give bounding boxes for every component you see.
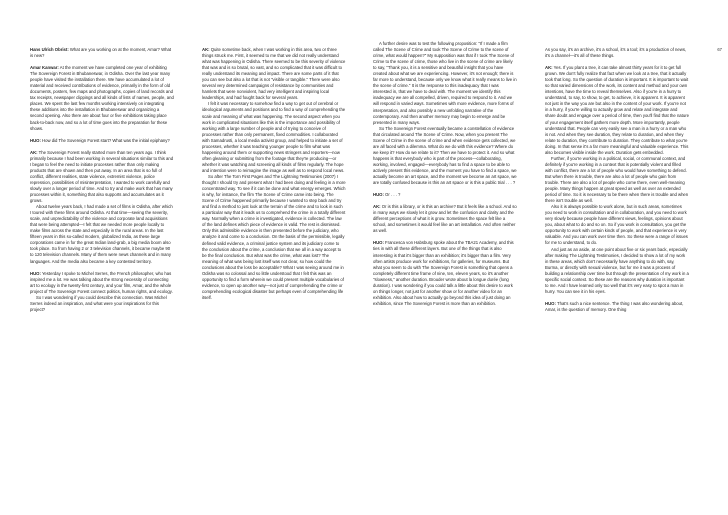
paragraph: [373, 204, 517, 234]
paragraph-text: How did The Sovereign Forest start? What was the initial epiphany?: [40, 137, 170, 143]
speaker-label: HUO:: [545, 300, 556, 306]
text-column-2: [202, 47, 346, 509]
speaker-label: HUO:: [373, 192, 384, 198]
paragraph: [30, 271, 174, 295]
paragraph-text: The Sovereign Forest really started more than ten years ago. I think primarily because I had been working in several situations similar to this and I began to feel the need to initiate processes rather than only making products that are shown and then put away. In an area that is so full of conflict, different realities, state violence, extremist violence, police repression, possibilities of misinterpretation, I wanted to work carefully and slowly over a longer period of time. And to try and make work that has many processes within it, something that also supports and accumulates as it grows.: [30, 149, 174, 204]
speaker-label: Hans Ulrich Obrist:: [30, 47, 69, 52]
paragraph-text: About twelve years back, I had made a set of films in Odisha, after which I toured with these films around Odisha. At that time—seeing the severity, scale, and unpredictability of the violence and corporate land acquisitions that were being attempted—I felt that we needed more people locally to make films across the state and especially in the rural areas. In the last fifteen years in this so-called modern, globalized India, as these large corporations came in for the great Indian land-grab, a big media boom also took place. So from having 2 or 3 television channels, it became maybe 90 to 120 television channels. Many of them were news channels and in many languages. And the media also became a key contested territory.: [30, 204, 173, 264]
paragraph-text: That's such a nice sentence. The thing I was also wondering about, Amar, is the question of memory. One thing: [545, 300, 684, 312]
speaker-label: AK:: [202, 47, 210, 52]
page-number: 67: [717, 47, 722, 52]
paragraph-text: Or . . . ?: [383, 192, 401, 198]
text-column-4: [545, 47, 689, 509]
paragraph-text: Yes. If you plant a tree, it can take almost thirty years for it to get full grown. We don't fully realize that fact when we look at a tree, that it actually took that long. So the question of duration is important. It is important to wait so that varied dimensions of the work, its content and method and your own intentions, have the time to reveal themselves. Also if you're in a hurry to understand, to say, to show, to get, to achieve, it is apparent. It is apparent not just in the way you are but also in the content of your work. If you're not in a hurry, if you're willing to actually grow and relate and integrate and share doubt and engage over a period of time, then you'll find that the nature of your engagement itself gathers more depth. More importantly, people understand that. People can very easily see a man in a hurry or a man who is not. And when they see duration, they relate to duration, and when they relate to duration, they contribute to duration. They contribute to what you're doing. In that sense it's a far more meaningful and valuable experience. This also becomes visible inside the work. Duration gets embedded.: [545, 65, 689, 155]
paragraph-text: So after The Torn First Pages and The Lightning Testimonies (2007) I thought I should try and present what I had been doing and feeling in a more concentrated way. To see if it can be done and what energy emerges. Which is why, for instance, the film The Scene of Crime came into being. The Scene of Crime happened primarily because I wanted to step back and try and find a method to just look at the terrain of the crime and to look in such a particular way that it leads us to comprehend the crime in a totally different way. Normally when a crime is investigated, evidence is collected. The law of the land defines which piece of evidence is valid. The rest is dismissed. Only this admissible evidence is then presented before the judiciary, who analyze it and come to a conclusion. On the basis of the permissible, legally defined valid evidence, a criminal justice system and its judiciary come to the conclusion about the crime, a conclusion that we all in a way accept to be the final conclusion. But what was the crime, what was lost? The meaning of what was being lost itself was not clear, so how could the conclusions about the loss be acceptable? What I was seeing around me in Odisha was so colossal and so little understood that I felt this was an opportunity to find a form wherein we could present multiple vocabularies of evidence, to open up another way—not just of comprehending the crime or comprehending ecological disaster but perhaps even of comprehending life itself.: [202, 173, 346, 300]
paragraph: [30, 47, 174, 59]
paragraph: [202, 174, 346, 301]
speaker-label: Amar Kanwar:: [30, 65, 59, 71]
text-column-3: [373, 41, 517, 509]
paragraph: [30, 295, 174, 313]
paragraph-text: And just as an aside, at one point about five or six years back, especially after making The Lightning Testimonies, I decided to show a lot of my work in these areas, which don't necessarily have anything to do with, say, Burma, or directly with sexual violence, but for me it was a process of building a relationship over time but through the presentation of my work in a specific social context. So these are the reasons why duration is important to me. And I have learned only too well that it's very easy to spot a man in hurry. You can see it in his eyes.: [545, 246, 689, 294]
paragraph-text: So I was wondering if you could describe this connection. Was Michel Serres indeed an inspiration, and what were your inspirations for this project?: [30, 294, 167, 312]
speaker-label: HUO:: [30, 137, 41, 143]
paragraph-text: Quite sometime back, when I was working in this area, two or three things struck me. First, it seemed to me that we did not really understand what was happening in Odisha. There seemed to be this severity of violence that was and is so brutal, so vast, and so complicated that it was difficult to really understand its meaning and impact. There are some parts of it that you can see but also a lot that is not "visible or tangible." There were also several very determined campaigns of resistance by communities and hamlets that were nonviolent, had very intelligent and inspiring local leaderships, and had fought back for several years.: [202, 47, 346, 101]
paragraph: [545, 247, 689, 295]
paragraph: [545, 47, 689, 59]
paragraph: [30, 204, 174, 264]
paragraph: [373, 126, 517, 186]
paragraph-text: Also it is always possible to work alone, but in such areas, sometimes you need to work in consultation and in collaboration, and you need to work very slowly because people have different views, feelings, opinions about you, about what to do and so on. So if you work in consultation, you get the opportunity to work with certain kinds of people, and that experience is very valuable. And you can work over time then. So these were a range of issues for me to understand, to do.: [545, 204, 688, 246]
paragraph: [30, 65, 174, 132]
paragraph-text: Further, if you're working in a political, social, or communal context, and definitely if you're working in a context that is potentially violent and filled with conflict, there are a lot of people who would have something to defend. But when there is trouble, there are also a lot of people who gain from trouble. There are also a lot of people who come there, even well-meaning people. Many things happen at great speed as well as over an extended period of time. So it is necessary to be there when there is trouble and when there isn't trouble as well.: [545, 155, 689, 204]
paragraph-text: Yesterday I spoke to Michel Serres, the French philosopher, who has inspired me a lot. He was talking about the strong necessity of connecting art to ecology in the twenty-first century, and your film, Amar, and the whole project of The Sovereign Forest connect politics, human rights, and ecology.: [30, 270, 173, 294]
paragraph-text: I felt it was necessary to somehow find a way to get out of cerebral or ideological arguments and positions and to find a way of comprehending the scale and meaning of what was happening. The second aspect when you work in complicated situations like this is the importance and possibility of working with a large number of people and of trying to conceive of processes rather than only permanent, fixed commodities. I collaborated with Samadrusti, a local media activist group, and helped to initiate a set of processes, whether it was teaching younger people to film what was happening around them or supporting news stringers and reporters—now often gleaning or submitting from the footage that they're producing—or whether it was watching and screening all kinds of films regularly. The hope and intention were to reimagine the image as well as to respond local news.: [202, 101, 346, 173]
text-column-1: [30, 47, 174, 509]
paragraph: [545, 204, 689, 246]
paragraph: [202, 101, 346, 174]
paragraph-text: As you say, it's an archive, it's a school, it's a tool; it's a production of news, it's a channel—it's all of these things.: [545, 47, 687, 59]
paragraph: [30, 138, 174, 144]
paragraph: [202, 47, 346, 101]
paragraph-text: At the moment we have completed one year of exhibiting The Sovereign Forest in Bhubaneswar, in Odisha. Over the last year many people have visited the installation there. We have accumulated a lot of material and received contributions of evidence, primarily in the form of old documents, posters, few maps and photographs, copies of land records and tax receipts, newspaper clippings and all kinds of lists of names, people, and places. We spent the last few months working intensively on integrating these additions into the installation in Bhubaneswar and organizing a second opening. Also there are about four or five exhibitions taking place back-to-back now, and so a lot of time goes into the preparation for these shows.: [30, 65, 174, 131]
paragraph: [545, 156, 689, 204]
paragraph-text: A further desire was to test the following proposition: "If I made a film called The Scene of Crime and took The Scene of Crime to the scene of crime, what would happen?" My supposition was that if I took The Scene of Crime to the scene of crime, those who live in the scene of crime are likely to say, "Thank you, it is a sensitive and beautiful insight that you have created about what we are experiencing. However, it's not enough; there is far more to understand, because only we know what it really means to live in the scene of crime." It is the response to this inadequacy that I was interested in, that we have to deal with. The moment we identify this inadequacy we are all compelled, driven, required to respond to it. And we will respond in varied ways. Sometimes with more evidence, more forms of interpretation, and also possibly a new unfolding narrative of the contemporary. And then another memory may begin to emerge and be presented in many ways.: [373, 41, 517, 125]
paragraph: [373, 192, 517, 198]
paragraph: [373, 41, 517, 126]
paragraph: [30, 150, 174, 204]
paragraph-text: Francesca von Habsburg spoke about the TBA21 Academy, and this ties in with all these different layers. But one of the things that is also interesting is that it's bigger than an exhibition; it's bigger than a film. Very often artists produce work for exhibitions, for galleries, for museums. But what you seem to do with The Sovereign Forest is something that opens a completely different time frame of nine, ten, eleven years, so it's another "slowness," another duration. Brouder wrote about la longue durée (long duration). I was wondering if you could talk a little about this desire to work on things longer, not just for another show or for another video for an exhibition. Also about how to actually go beyond this idea of just doing an exhibition, since The Sovereign Forest is more than an exhibition.: [373, 240, 514, 306]
speaker-label: AK:: [30, 149, 38, 155]
speaker-label: HUO:: [30, 270, 41, 276]
paragraph: [545, 301, 689, 313]
paragraph-text: So The Sovereign Forest eventually became a constellation of evidence that circulated around The Scene of Crime. Now, when you present The Scene of Crime in the scene of crime and when evidence gets collected, we are all faced with a dilemma. What do we do with this evidence? Where do we keep it? How do we relate to it? Then we have to protect it. And so what happens is that everybody who is part of the process—collaborating, working, involved, engaged—everybody has to find a space to be able to actively present this evidence, and the moment you have to find a space, we actually become an art space, and the moment we become an art space, we are totally confused because is this an art space or is this a public trial . . . ?: [373, 125, 517, 186]
speaker-label: AK:: [545, 65, 553, 71]
speaker-label: AK:: [373, 204, 381, 210]
paragraph-text: What are you working on at the moment, Amar? What is new?: [30, 47, 172, 59]
speaker-label: HUO:: [373, 240, 384, 246]
paragraph: [545, 65, 689, 156]
paragraph: [373, 240, 517, 307]
paragraph-text: Or is this a library, or is this an archive? But it feels like a school. And so in many ways we slowly let it grow and let the confusion and clarity and the different perceptions of what it is grow. Sometimes the space felt like a school, and sometimes it would feel like an art installation. And often neither as well.: [373, 204, 517, 234]
